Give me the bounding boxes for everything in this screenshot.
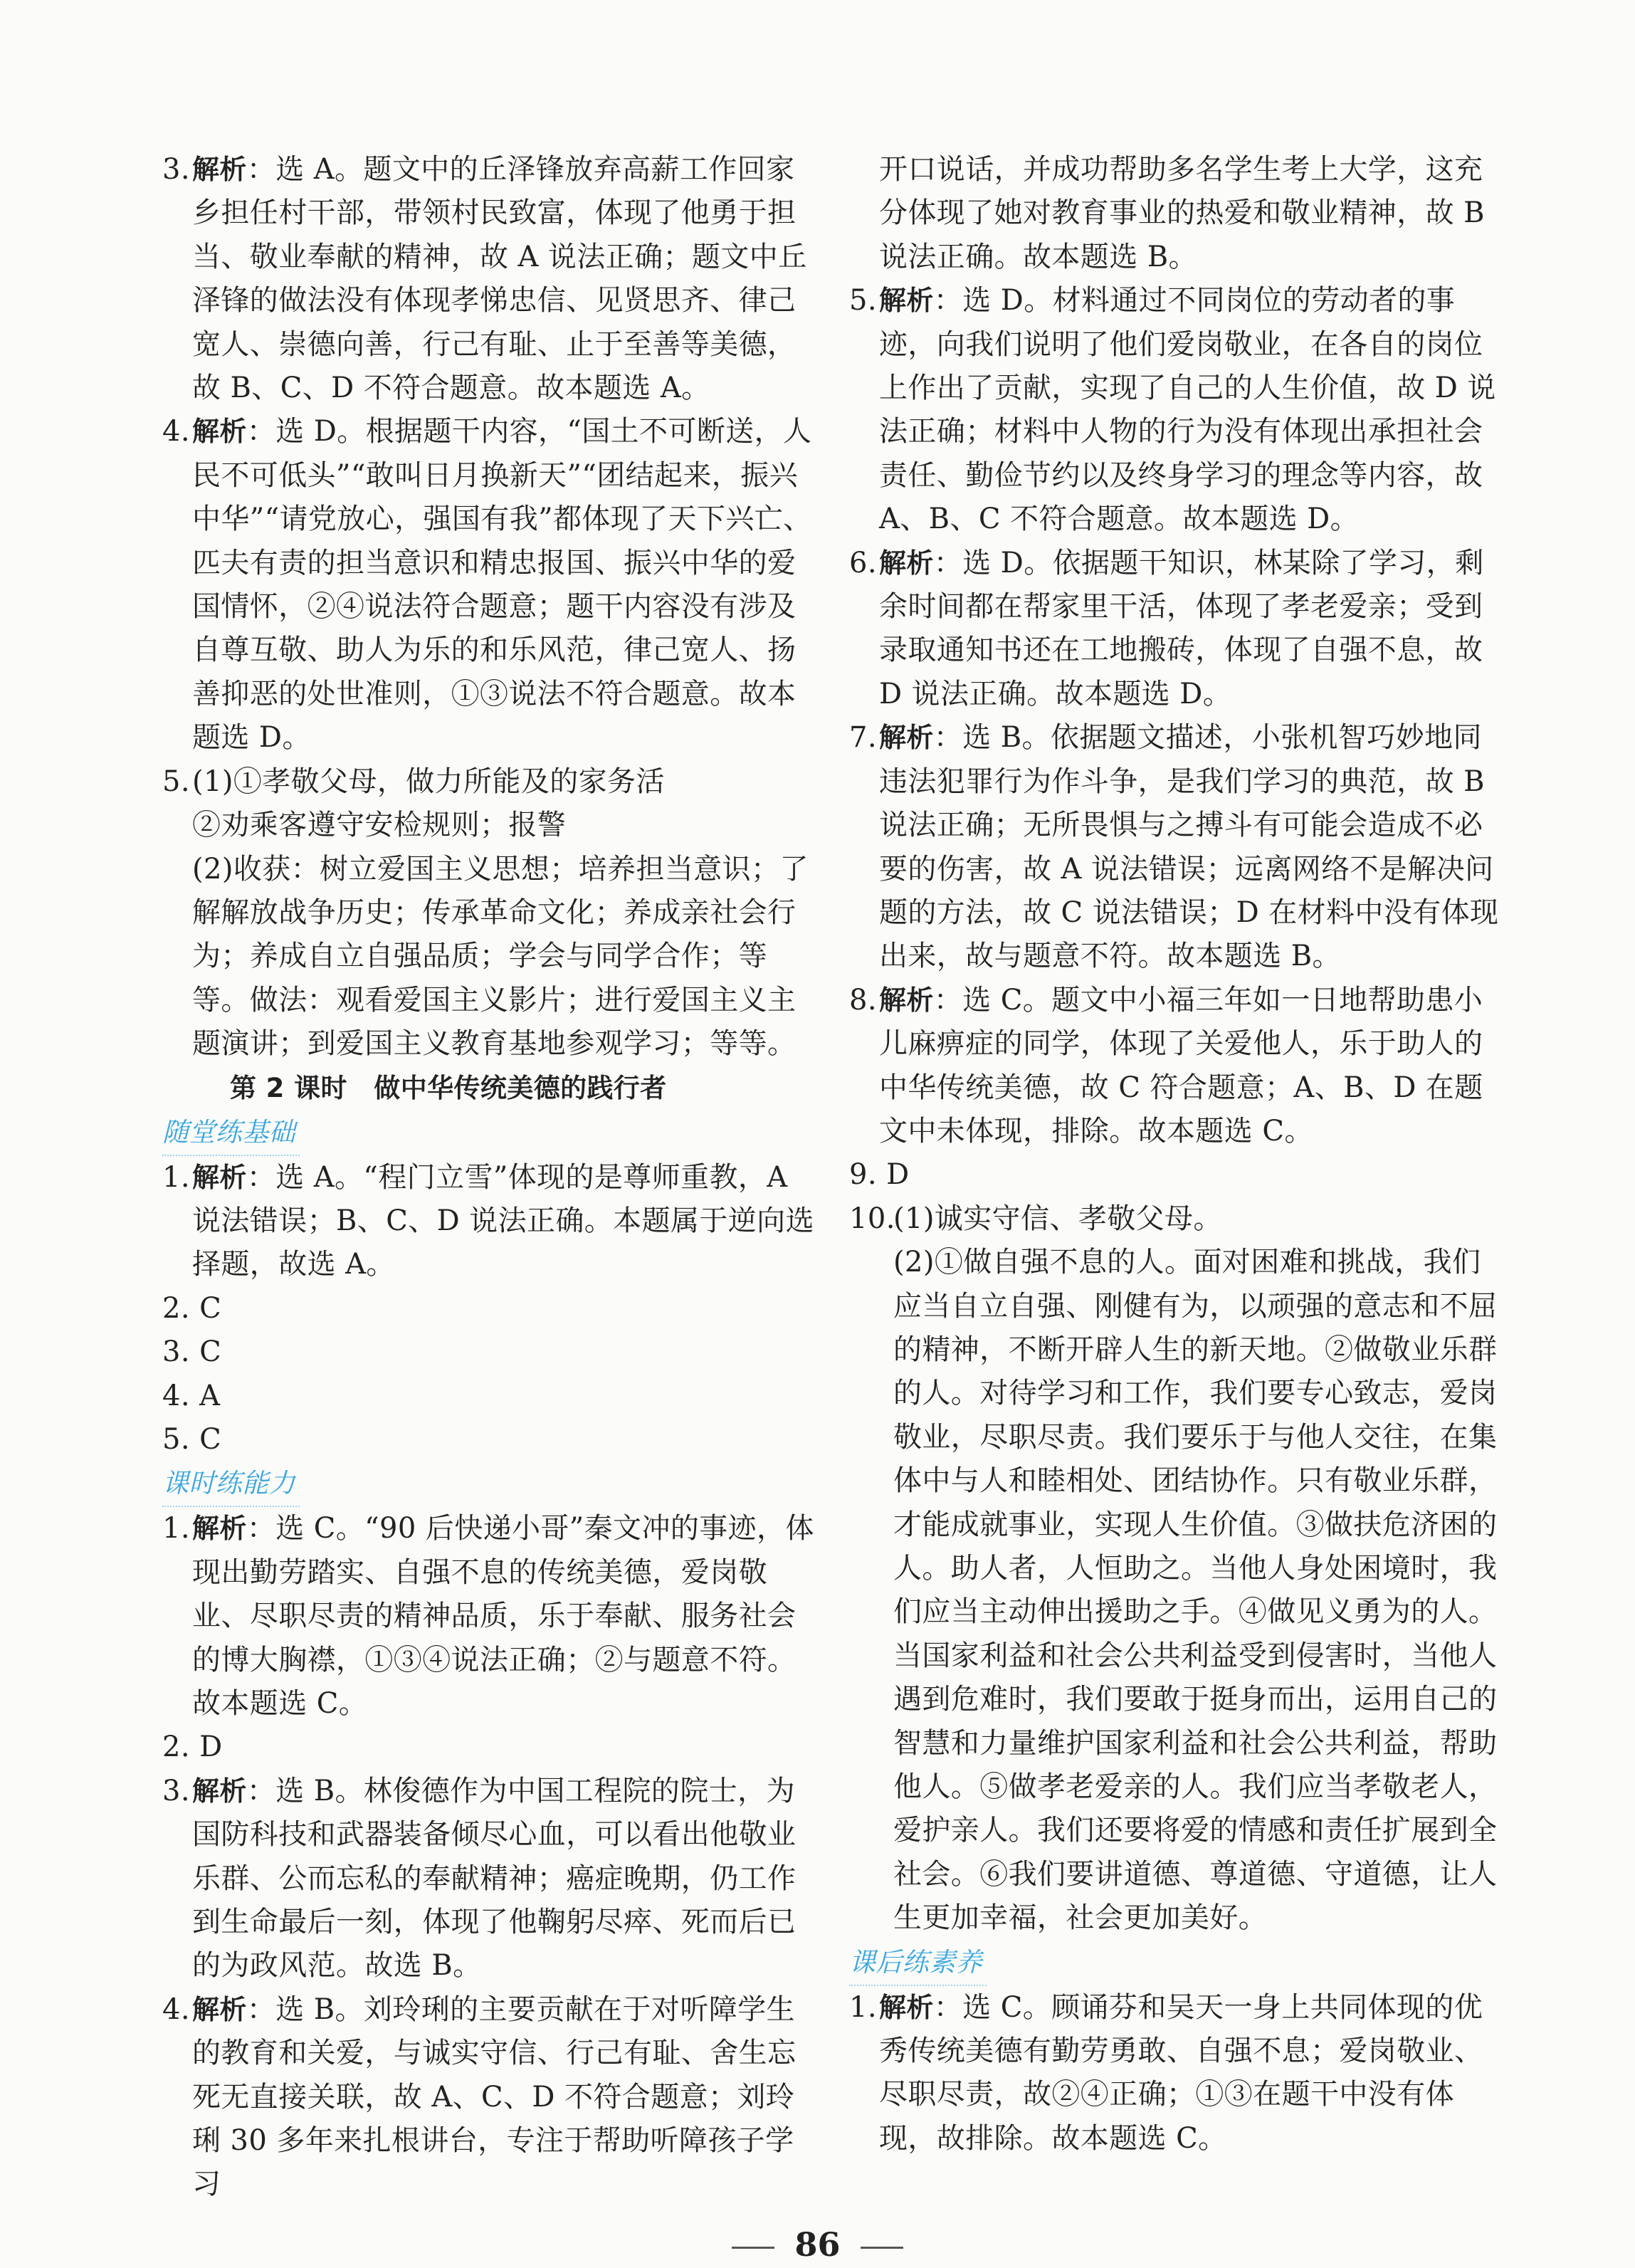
question-number: 4.: [162, 1993, 190, 2026]
answer-item: [162, 148, 816, 410]
short-answer: 3. C: [162, 1335, 222, 1369]
lesson-title: 第 2 课时 做中华传统美德的践行者: [230, 1072, 667, 1103]
analysis-label: 解析: [192, 1993, 247, 2025]
answer-text: ：选 C。“90 后快递小哥”秦文冲的事迹，体现出勤劳踏实、自强不息的传统美德，爱岗敬业、尽职尽责的精神品质，乐于奉献、服务社会的博大胸襟，①③④说法正确；②与题意不符。故本题选 C。: [192, 1512, 814, 1720]
analysis-label: 解析: [192, 1775, 247, 1807]
short-answer: 4. A: [162, 1379, 221, 1412]
answer-item: [849, 1986, 1503, 2161]
analysis-label: 解析: [879, 285, 934, 317]
section-heading: 随堂练基础: [162, 1111, 300, 1156]
question-number: 8.: [849, 983, 877, 1017]
answer-text: ：选 D。根据题干内容，“国土不可断送，人民不可低头”“敢叫日月换新天”“团结起来，振兴中华”“请党放心，强国有我”都体现了天下兴亡、匹夫有责的担当意识和精忠报国、振兴中华的爱国情怀，②④说法符合题意；题干内容没有涉及自尊互敬、助人为乐的和乐风范，律己宽人、扬善抑恶的处世准则，①③说法不符合题意。故本题选 D。: [192, 415, 812, 755]
question-number: 6.: [849, 546, 877, 579]
answer-text: ：选 A。题文中的丘泽锋放弃高薪工作回家乡担任村干部，带领村民致富，体现了他勇于担当、敬业奉献的精神，故 A 说法正确；题文中丘泽锋的做法没有体现孝悌忠信、见贤思齐、律己宽人、崇德向善，行己有耻、止于至善等美德，故 B、C、D 不符合题意。故本题选 A。: [192, 153, 807, 405]
answer-item: [162, 410, 816, 760]
analysis-label: 解析: [192, 416, 247, 448]
left-column: [162, 148, 816, 2207]
question-number: 5.: [849, 284, 877, 317]
section-heading: 课后练素养: [849, 1941, 987, 1986]
answer-text: ：选 D。材料通过不同岗位的劳动者的事迹，向我们说明了他们爱岗敬业，在各自的岗位上作出了贡献，实现了自己的人生价值，故 D 说法正确；材料中人物的行为没有体现出承担社会责任、勤俭节约以及终身学习的理念等内容，故 A、B、C 不符合题意。故本题选 D。: [879, 284, 1496, 536]
answer-continuation: [849, 148, 1503, 279]
answer-item: [849, 979, 1503, 1154]
analysis-label: 解析: [192, 1513, 247, 1545]
analysis-label: 解析: [192, 154, 247, 185]
answer-text: ：选 C。顾诵芬和吴天一身上共同体现的优秀传统美德有勤劳勇敢、自强不息；爱岗敬业、尽职尽责，故②④正确；①③在题干中没有体现，故排除。故本题选 C。: [879, 1990, 1483, 2155]
answer-text: ：选 A。“程门立雪”体现的是尊师重教，A 说法错误；B、C、D 说法正确。本题属于逆向选择题，故选 A。: [192, 1160, 814, 1281]
answer-item: [162, 1770, 816, 1988]
answer-text: (1)①孝敬父母，做力所能及的家务活: [192, 765, 665, 798]
answer-text: 开口说话，并成功帮助多名学生考上大学，这充分体现了她对教育事业的热爱和敬业精神，故 B 说法正确。故本题选 B。: [879, 153, 1485, 273]
answer-item: [849, 716, 1503, 978]
analysis-label: 解析: [879, 984, 934, 1016]
answer-item: [849, 279, 1503, 541]
analysis-label: 解析: [879, 1991, 934, 2023]
answer-text: (1)诚实守信、孝敬父母。: [893, 1202, 1222, 1235]
answer-item: [162, 1156, 816, 1287]
answer-text: ：选 C。题文中小福三年如一日地帮助患小儿麻痹症的同学，体现了关爱他人，乐于助人的中华传统美德，故 C 符合题意；A、B、D 在题文中未体现，排除。故本题选 C。: [879, 983, 1483, 1148]
answer-text: ：选 B。依据题文描述，小张机智巧妙地同违法犯罪行为作斗争，是我们学习的典范，故 B 说法正确；无所畏惧与之搏斗有可能会造成不必要的伤害，故 A 说法错误；远离网络不是解决问题的方法，故 C 说法错误；D 在材料中没有体现出来，故与题意不符。故本题选 B。: [879, 721, 1499, 973]
question-number: 7.: [849, 721, 877, 755]
short-answer: 2. D: [162, 1731, 223, 1764]
answer-text: (2)①做自强不息的人。面对困难和挑战，我们应当自立自强、刚健有为，以顽强的意志和不屈的精神，不断开辟人生的新天地。②做敬业乐群的人。对待学习和工作，我们要专心致志，爱岗敬业，尽职尽责。我们要乐于与他人交往，在集体中与人和睦相处、团结协作。只有敬业乐群，才能成就事业，实现人生价值。③做扶危济困的人。助人者，人恒助之。当他人身处困境时，我们应当主动伸出援助之手。④做见义勇为的人。当国家利益和社会公共利益受到侵害时，当他人遇到危难时，我们要敢于挺身而出，运用自己的智慧和力量维护国家利益和社会公共利益，帮助他人。⑤做孝老爱亲的人。我们应当孝敬老人，爱护亲人。我们还要将爱的情感和责任扩展到全社会。⑥我们要讲道德、尊道德、守道德，让人生更加幸福，社会更加美好。: [893, 1246, 1498, 1935]
answer-item: [162, 1988, 816, 2207]
question-number: 1.: [849, 1990, 877, 2024]
question-number: 10.: [849, 1202, 895, 1235]
divider: [861, 2247, 903, 2249]
question-number: 5.: [162, 765, 190, 798]
answer-text: ②劝乘客遵守安检规则；报警: [192, 809, 567, 842]
answer-item: [849, 542, 1503, 717]
analysis-label: 解析: [879, 547, 934, 579]
question-number: 1.: [162, 1160, 190, 1194]
answer-text: (2)收获：树立爱国主义思想；培养担当意识；了解解放战争历史；传承革命文化；养成亲社会行为；养成自立自强品质；学会与同学合作；等等。做法：观看爱国主义影片；进行爱国主义主题演讲；到爱国主义教育基地参观学习；等等。: [192, 852, 809, 1061]
answer-text: ：选 B。刘玲琍的主要贡献在于对听障学生的教育和关爱，与诚实守信、行己有耻、舍生忘死无直接关联，故 A、C、D 不符合题意；刘玲琍 30 多年来扎根讲台，专注于帮助听障孩子学习: [192, 1993, 797, 2201]
section-heading: 课时练能力: [162, 1461, 300, 1507]
question-number: 3.: [162, 1774, 190, 1807]
right-column: [849, 148, 1503, 2161]
analysis-label: 解析: [192, 1161, 247, 1193]
page-number: [0, 2225, 1635, 2264]
answer-text: ：选 D。依据题干知识，林某除了学习，剩余时间都在帮家里干活，体现了孝老爱亲；受到录取通知书还在工地搬砖，体现了自强不息，故 D 说法正确。故本题选 D。: [879, 546, 1484, 710]
analysis-label: 解析: [879, 722, 934, 754]
question-number: 3.: [162, 153, 190, 186]
short-answer: 5. C: [162, 1422, 222, 1456]
divider: [732, 2247, 774, 2249]
short-answer: 2. C: [162, 1291, 222, 1325]
question-number: 4.: [162, 415, 190, 448]
answer-text: ：选 B。林俊德作为中国工程院的院士，为国防科技和武器装备倾尽心血，可以看出他敬业乐群、公而忘私的奉献精神；癌症晚期，仍工作到生命最后一刻，体现了他鞠躬尽瘁、死而后已的为政风范。故选 B。: [192, 1774, 797, 1983]
question-number: 1.: [162, 1512, 190, 1545]
page-number-text: 86: [794, 2225, 841, 2264]
answer-item: [162, 760, 816, 1066]
answer-item: [162, 1507, 816, 1726]
short-answer: 9. D: [849, 1158, 910, 1192]
answer-item: [849, 1197, 1503, 1941]
